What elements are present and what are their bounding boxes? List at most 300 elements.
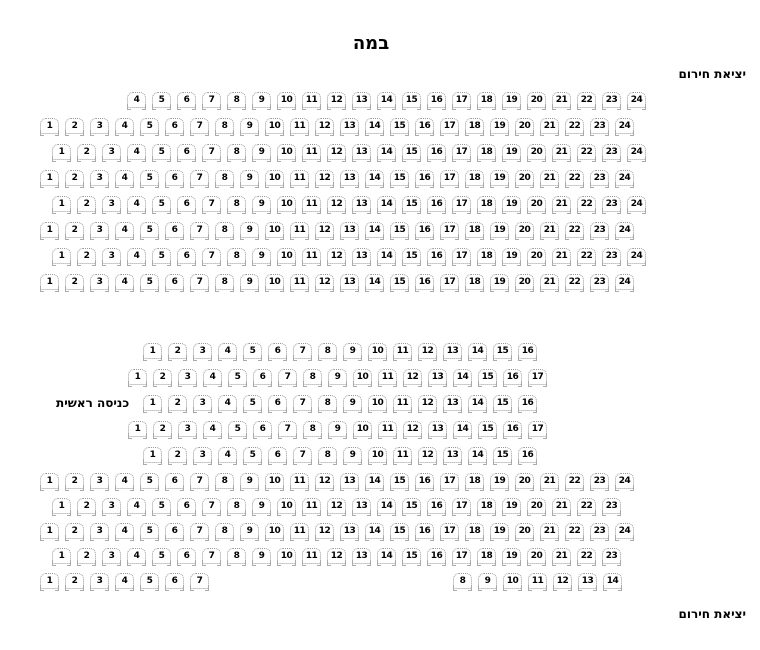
seat[interactable]: 12 [327, 144, 346, 160]
seat[interactable]: 13 [428, 369, 447, 385]
seat[interactable]: 12 [327, 498, 346, 514]
seat[interactable]: 9 [252, 92, 271, 108]
seat[interactable]: 15 [402, 248, 421, 264]
seat[interactable]: 3 [90, 170, 109, 186]
seat[interactable]: 1 [52, 498, 71, 514]
seat[interactable]: 17 [440, 473, 459, 489]
seat[interactable]: 11 [290, 473, 309, 489]
seat[interactable]: 21 [540, 473, 559, 489]
seat[interactable]: 19 [490, 118, 509, 134]
seat[interactable]: 12 [315, 274, 334, 290]
seat[interactable]: 3 [193, 395, 212, 411]
seat[interactable]: 17 [440, 118, 459, 134]
seat[interactable]: 10 [277, 144, 296, 160]
seat[interactable]: 9 [252, 498, 271, 514]
seat[interactable]: 16 [427, 548, 446, 564]
seat[interactable]: 17 [452, 196, 471, 212]
seat[interactable]: 3 [178, 369, 197, 385]
seat[interactable]: 12 [315, 170, 334, 186]
seat[interactable]: 22 [565, 274, 584, 290]
seat[interactable]: 21 [540, 222, 559, 238]
seat[interactable]: 3 [90, 573, 109, 589]
seat[interactable]: 2 [65, 118, 84, 134]
seat[interactable]: 7 [293, 447, 312, 463]
seat[interactable]: 10 [265, 170, 284, 186]
seat[interactable]: 12 [418, 395, 437, 411]
seat[interactable]: 3 [90, 523, 109, 539]
seat[interactable]: 2 [65, 222, 84, 238]
seat[interactable]: 3 [90, 274, 109, 290]
seat[interactable]: 14 [603, 573, 622, 589]
seat[interactable]: 13 [340, 222, 359, 238]
seat[interactable]: 23 [590, 523, 609, 539]
seat[interactable]: 19 [502, 144, 521, 160]
seat[interactable]: 8 [227, 144, 246, 160]
seat[interactable]: 1 [128, 421, 147, 437]
seat[interactable]: 5 [152, 498, 171, 514]
seat[interactable]: 13 [443, 343, 462, 359]
seat[interactable]: 16 [415, 523, 434, 539]
seat[interactable]: 9 [252, 248, 271, 264]
seat[interactable]: 4 [127, 196, 146, 212]
seat[interactable]: 10 [277, 548, 296, 564]
seat[interactable]: 6 [165, 274, 184, 290]
seat[interactable]: 7 [190, 573, 209, 589]
seat[interactable]: 12 [553, 573, 572, 589]
seat[interactable]: 22 [565, 222, 584, 238]
seat[interactable]: 19 [502, 92, 521, 108]
seat[interactable]: 12 [327, 548, 346, 564]
seat[interactable]: 11 [393, 395, 412, 411]
seat[interactable]: 19 [490, 523, 509, 539]
seat[interactable]: 4 [203, 421, 222, 437]
seat[interactable]: 24 [627, 144, 646, 160]
seat[interactable]: 10 [265, 274, 284, 290]
seat[interactable]: 9 [328, 369, 347, 385]
seat[interactable]: 16 [415, 170, 434, 186]
seat[interactable]: 20 [515, 523, 534, 539]
seat[interactable]: 16 [427, 248, 446, 264]
seat[interactable]: 10 [353, 421, 372, 437]
seat[interactable]: 4 [218, 343, 237, 359]
seat[interactable]: 9 [478, 573, 497, 589]
seat[interactable]: 12 [403, 369, 422, 385]
seat[interactable]: 9 [252, 548, 271, 564]
seat[interactable]: 16 [415, 118, 434, 134]
seat[interactable]: 22 [577, 248, 596, 264]
seat[interactable]: 15 [493, 447, 512, 463]
seat[interactable]: 10 [265, 222, 284, 238]
seat[interactable]: 17 [452, 144, 471, 160]
seat[interactable]: 7 [293, 395, 312, 411]
seat[interactable]: 20 [527, 498, 546, 514]
seat[interactable]: 6 [268, 343, 287, 359]
seat[interactable]: 5 [152, 548, 171, 564]
seat[interactable]: 9 [240, 523, 259, 539]
seat[interactable]: 8 [303, 369, 322, 385]
seat[interactable]: 13 [443, 447, 462, 463]
seat[interactable]: 15 [493, 395, 512, 411]
seat[interactable]: 7 [202, 248, 221, 264]
seat[interactable]: 15 [402, 144, 421, 160]
seat[interactable]: 1 [40, 573, 59, 589]
seat[interactable]: 2 [77, 196, 96, 212]
seat[interactable]: 22 [565, 523, 584, 539]
seat[interactable]: 14 [365, 222, 384, 238]
seat[interactable]: 24 [615, 274, 634, 290]
seat[interactable]: 13 [352, 248, 371, 264]
seat[interactable]: 12 [403, 421, 422, 437]
seat[interactable]: 16 [427, 144, 446, 160]
seat[interactable]: 11 [393, 447, 412, 463]
seat[interactable]: 18 [477, 196, 496, 212]
seat[interactable]: 12 [327, 196, 346, 212]
seat[interactable]: 1 [52, 248, 71, 264]
seat[interactable]: 10 [368, 343, 387, 359]
seat[interactable]: 23 [590, 222, 609, 238]
seat[interactable]: 24 [627, 92, 646, 108]
seat[interactable]: 15 [402, 498, 421, 514]
seat[interactable]: 12 [327, 248, 346, 264]
seat[interactable]: 1 [52, 196, 71, 212]
seat[interactable]: 9 [240, 118, 259, 134]
seat[interactable]: 9 [240, 274, 259, 290]
seat[interactable]: 3 [90, 222, 109, 238]
seat[interactable]: 12 [315, 473, 334, 489]
seat[interactable]: 14 [377, 144, 396, 160]
seat[interactable]: 19 [490, 170, 509, 186]
seat[interactable]: 9 [252, 196, 271, 212]
seat[interactable]: 10 [368, 395, 387, 411]
seat[interactable]: 8 [215, 523, 234, 539]
seat[interactable]: 14 [377, 498, 396, 514]
seat[interactable]: 12 [418, 343, 437, 359]
seat[interactable]: 5 [140, 118, 159, 134]
seat[interactable]: 2 [168, 447, 187, 463]
seat[interactable]: 23 [602, 196, 621, 212]
seat[interactable]: 6 [253, 421, 272, 437]
seat[interactable]: 18 [465, 274, 484, 290]
seat[interactable]: 10 [277, 498, 296, 514]
seat[interactable]: 3 [193, 343, 212, 359]
seat[interactable]: 21 [552, 196, 571, 212]
seat[interactable]: 21 [540, 523, 559, 539]
seat[interactable]: 8 [215, 473, 234, 489]
seat[interactable]: 2 [65, 274, 84, 290]
seat[interactable]: 22 [565, 170, 584, 186]
seat[interactable]: 3 [102, 548, 121, 564]
seat[interactable]: 8 [227, 248, 246, 264]
seat[interactable]: 1 [52, 144, 71, 160]
seat[interactable]: 23 [602, 92, 621, 108]
seat[interactable]: 16 [427, 196, 446, 212]
seat[interactable]: 23 [602, 248, 621, 264]
seat[interactable]: 8 [215, 118, 234, 134]
seat[interactable]: 14 [468, 447, 487, 463]
seat[interactable]: 9 [343, 395, 362, 411]
seat[interactable]: 12 [315, 222, 334, 238]
seat[interactable]: 10 [277, 248, 296, 264]
seat[interactable]: 18 [477, 498, 496, 514]
seat[interactable]: 13 [340, 473, 359, 489]
seat[interactable]: 16 [518, 395, 537, 411]
seat[interactable]: 23 [590, 170, 609, 186]
seat[interactable]: 1 [143, 395, 162, 411]
seat[interactable]: 17 [440, 523, 459, 539]
seat[interactable]: 13 [443, 395, 462, 411]
seat[interactable]: 13 [340, 118, 359, 134]
seat[interactable]: 7 [190, 473, 209, 489]
seat[interactable]: 22 [565, 473, 584, 489]
seat[interactable]: 5 [152, 144, 171, 160]
seat[interactable]: 14 [377, 548, 396, 564]
seat[interactable]: 10 [503, 573, 522, 589]
seat[interactable]: 5 [228, 369, 247, 385]
seat[interactable]: 16 [518, 343, 537, 359]
seat[interactable]: 11 [302, 144, 321, 160]
seat[interactable]: 13 [352, 144, 371, 160]
seat[interactable]: 2 [77, 144, 96, 160]
seat[interactable]: 20 [515, 473, 534, 489]
seat[interactable]: 15 [390, 274, 409, 290]
seat[interactable]: 5 [140, 170, 159, 186]
seat[interactable]: 23 [602, 498, 621, 514]
seat[interactable]: 7 [190, 274, 209, 290]
seat[interactable]: 3 [193, 447, 212, 463]
seat[interactable]: 4 [115, 118, 134, 134]
seat[interactable]: 15 [493, 343, 512, 359]
seat[interactable]: 16 [415, 473, 434, 489]
seat[interactable]: 11 [302, 196, 321, 212]
seat[interactable]: 20 [527, 248, 546, 264]
seat[interactable]: 2 [65, 473, 84, 489]
seat[interactable]: 5 [243, 447, 262, 463]
seat[interactable]: 2 [65, 170, 84, 186]
seat[interactable]: 17 [440, 222, 459, 238]
seat[interactable]: 8 [318, 447, 337, 463]
seat[interactable]: 21 [552, 498, 571, 514]
seat[interactable]: 4 [203, 369, 222, 385]
seat[interactable]: 7 [278, 369, 297, 385]
seat[interactable]: 8 [215, 170, 234, 186]
seat[interactable]: 22 [577, 498, 596, 514]
seat[interactable]: 17 [452, 92, 471, 108]
seat[interactable]: 2 [168, 343, 187, 359]
seat[interactable]: 18 [477, 144, 496, 160]
seat[interactable]: 16 [415, 274, 434, 290]
seat[interactable]: 5 [140, 523, 159, 539]
seat[interactable]: 17 [528, 421, 547, 437]
seat[interactable]: 16 [427, 498, 446, 514]
seat[interactable]: 18 [465, 523, 484, 539]
seat[interactable]: 16 [427, 92, 446, 108]
seat[interactable]: 16 [503, 421, 522, 437]
seat[interactable]: 1 [40, 118, 59, 134]
seat[interactable]: 23 [590, 473, 609, 489]
seat[interactable]: 7 [190, 170, 209, 186]
seat[interactable]: 3 [102, 196, 121, 212]
seat[interactable]: 14 [453, 421, 472, 437]
seat[interactable]: 9 [343, 447, 362, 463]
seat[interactable]: 23 [602, 144, 621, 160]
seat[interactable]: 24 [615, 523, 634, 539]
seat[interactable]: 14 [377, 248, 396, 264]
seat[interactable]: 3 [102, 144, 121, 160]
seat[interactable]: 5 [140, 222, 159, 238]
seat[interactable]: 18 [477, 548, 496, 564]
seat[interactable]: 8 [227, 92, 246, 108]
seat[interactable]: 16 [503, 369, 522, 385]
seat[interactable]: 6 [165, 473, 184, 489]
seat[interactable]: 7 [190, 222, 209, 238]
seat[interactable]: 6 [165, 222, 184, 238]
seat[interactable]: 20 [527, 196, 546, 212]
seat[interactable]: 9 [343, 343, 362, 359]
seat[interactable]: 24 [615, 118, 634, 134]
seat[interactable]: 5 [140, 473, 159, 489]
seat[interactable]: 15 [402, 548, 421, 564]
seat[interactable]: 15 [478, 421, 497, 437]
seat[interactable]: 7 [202, 548, 221, 564]
seat[interactable]: 5 [140, 274, 159, 290]
seat[interactable]: 23 [602, 548, 621, 564]
seat[interactable]: 4 [115, 170, 134, 186]
seat[interactable]: 24 [615, 170, 634, 186]
seat[interactable]: 22 [577, 196, 596, 212]
seat[interactable]: 11 [393, 343, 412, 359]
seat[interactable]: 18 [477, 248, 496, 264]
seat[interactable]: 14 [377, 92, 396, 108]
seat[interactable]: 2 [65, 573, 84, 589]
seat[interactable]: 11 [528, 573, 547, 589]
seat[interactable]: 3 [90, 473, 109, 489]
seat[interactable]: 20 [515, 170, 534, 186]
seat[interactable]: 16 [415, 222, 434, 238]
seat[interactable]: 6 [177, 548, 196, 564]
seat[interactable]: 15 [390, 523, 409, 539]
seat[interactable]: 11 [302, 498, 321, 514]
seat[interactable]: 17 [440, 274, 459, 290]
seat[interactable]: 4 [127, 548, 146, 564]
seat[interactable]: 7 [202, 92, 221, 108]
seat[interactable]: 24 [627, 196, 646, 212]
seat[interactable]: 14 [365, 473, 384, 489]
seat[interactable]: 2 [77, 248, 96, 264]
seat[interactable]: 11 [290, 274, 309, 290]
seat[interactable]: 21 [540, 118, 559, 134]
seat[interactable]: 12 [418, 447, 437, 463]
seat[interactable]: 4 [218, 395, 237, 411]
seat[interactable]: 1 [143, 447, 162, 463]
seat[interactable]: 8 [215, 222, 234, 238]
seat[interactable]: 10 [265, 118, 284, 134]
seat[interactable]: 6 [177, 144, 196, 160]
seat[interactable]: 10 [368, 447, 387, 463]
seat[interactable]: 11 [290, 523, 309, 539]
seat[interactable]: 10 [353, 369, 372, 385]
seat[interactable]: 14 [365, 523, 384, 539]
seat[interactable]: 5 [152, 248, 171, 264]
seat[interactable]: 10 [277, 92, 296, 108]
seat[interactable]: 21 [552, 92, 571, 108]
seat[interactable]: 4 [115, 222, 134, 238]
seat[interactable]: 15 [402, 92, 421, 108]
seat[interactable]: 3 [178, 421, 197, 437]
seat[interactable]: 4 [218, 447, 237, 463]
seat[interactable]: 19 [502, 248, 521, 264]
seat[interactable]: 8 [318, 343, 337, 359]
seat[interactable]: 15 [478, 369, 497, 385]
seat[interactable]: 21 [552, 144, 571, 160]
seat[interactable]: 1 [143, 343, 162, 359]
seat[interactable]: 4 [115, 274, 134, 290]
seat[interactable]: 20 [515, 222, 534, 238]
seat[interactable]: 6 [177, 498, 196, 514]
seat[interactable]: 2 [65, 523, 84, 539]
seat[interactable]: 8 [303, 421, 322, 437]
seat[interactable]: 19 [502, 498, 521, 514]
seat[interactable]: 6 [177, 196, 196, 212]
seat[interactable]: 5 [243, 343, 262, 359]
seat[interactable]: 24 [615, 473, 634, 489]
seat[interactable]: 15 [390, 170, 409, 186]
seat[interactable]: 18 [465, 222, 484, 238]
seat[interactable]: 3 [102, 248, 121, 264]
seat[interactable]: 13 [428, 421, 447, 437]
seat[interactable]: 17 [452, 248, 471, 264]
seat[interactable]: 19 [490, 222, 509, 238]
seat[interactable]: 19 [490, 473, 509, 489]
seat[interactable]: 22 [577, 144, 596, 160]
seat[interactable]: 1 [52, 548, 71, 564]
seat[interactable]: 7 [202, 498, 221, 514]
seat[interactable]: 21 [540, 170, 559, 186]
seat[interactable]: 7 [293, 343, 312, 359]
seat[interactable]: 1 [40, 523, 59, 539]
seat[interactable]: 23 [590, 118, 609, 134]
seat[interactable]: 2 [153, 421, 172, 437]
seat[interactable]: 9 [240, 170, 259, 186]
seat[interactable]: 3 [102, 498, 121, 514]
seat[interactable]: 4 [115, 573, 134, 589]
seat[interactable]: 10 [277, 196, 296, 212]
seat[interactable]: 6 [165, 170, 184, 186]
seat[interactable]: 13 [340, 170, 359, 186]
seat[interactable]: 8 [227, 548, 246, 564]
seat[interactable]: 7 [278, 421, 297, 437]
seat[interactable]: 4 [115, 523, 134, 539]
seat[interactable]: 1 [40, 274, 59, 290]
seat[interactable]: 9 [252, 144, 271, 160]
seat[interactable]: 12 [315, 523, 334, 539]
seat[interactable]: 13 [352, 92, 371, 108]
seat[interactable]: 9 [328, 421, 347, 437]
seat[interactable]: 11 [378, 369, 397, 385]
seat[interactable]: 2 [77, 498, 96, 514]
seat[interactable]: 1 [40, 170, 59, 186]
seat[interactable]: 6 [268, 395, 287, 411]
seat[interactable]: 20 [527, 144, 546, 160]
seat[interactable]: 19 [502, 196, 521, 212]
seat[interactable]: 13 [578, 573, 597, 589]
seat[interactable]: 5 [152, 196, 171, 212]
seat[interactable]: 4 [127, 144, 146, 160]
seat[interactable]: 13 [352, 498, 371, 514]
seat[interactable]: 20 [515, 274, 534, 290]
seat[interactable]: 11 [290, 170, 309, 186]
seat[interactable]: 14 [453, 369, 472, 385]
seat[interactable]: 15 [402, 196, 421, 212]
